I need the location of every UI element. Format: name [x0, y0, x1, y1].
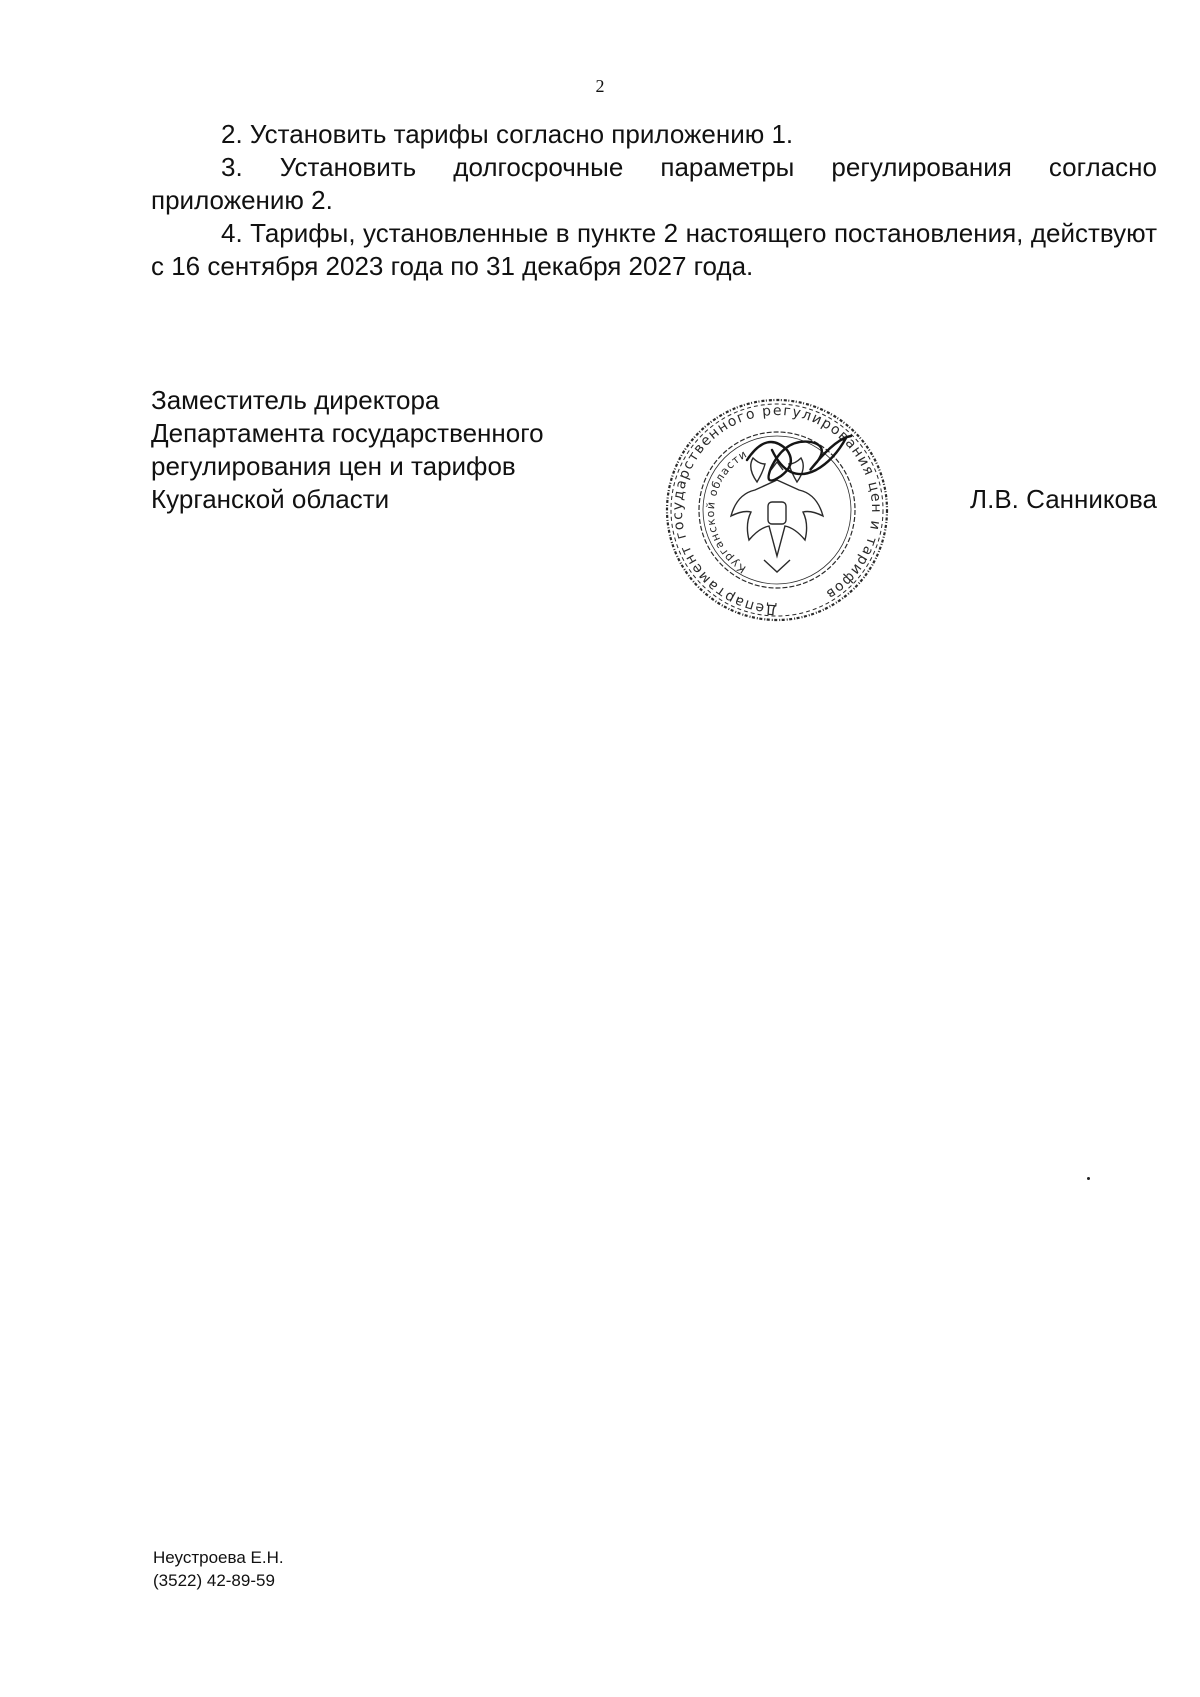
paragraph-4: 4. Тарифы, установленные в пункте 2 настоящего постановления, действуют с 16 сентября 2023 года по 31 декабря 2027 года. — [151, 218, 1157, 281]
position-line: Заместитель директора — [151, 385, 440, 415]
executor-name: Неустроева Е.Н. — [153, 1548, 284, 1567]
paragraph-3: 3. Установить долгосрочные параметры регулирования согласно приложению 2. — [151, 152, 1157, 215]
seal-outer-text: Департамент государственного регулирования цен и тарифов — [669, 402, 885, 618]
signature-icon — [747, 436, 851, 481]
page-number: 2 — [595, 76, 605, 96]
signatory-position — [151, 384, 544, 516]
decree-body — [151, 118, 1157, 283]
position-line: регулирования цен и тарифов — [151, 451, 516, 481]
position-line: Курганской области — [151, 484, 390, 514]
scan-speck — [1087, 1177, 1090, 1180]
signatory-name: Л.В. Санникова — [970, 484, 1157, 514]
executor-contact — [153, 1546, 284, 1592]
official-seal-icon — [652, 390, 902, 628]
svg-text:Департамент государственного р — [670, 403, 884, 617]
paragraph-2: 2. Установить тарифы согласно приложению 1. — [221, 119, 794, 149]
position-line: Департамента государственного — [151, 418, 544, 448]
executor-phone: (3522) 42-89-59 — [153, 1571, 275, 1590]
seal-inner-text: Курганской области — [703, 447, 750, 576]
emblem-icon — [731, 458, 823, 572]
